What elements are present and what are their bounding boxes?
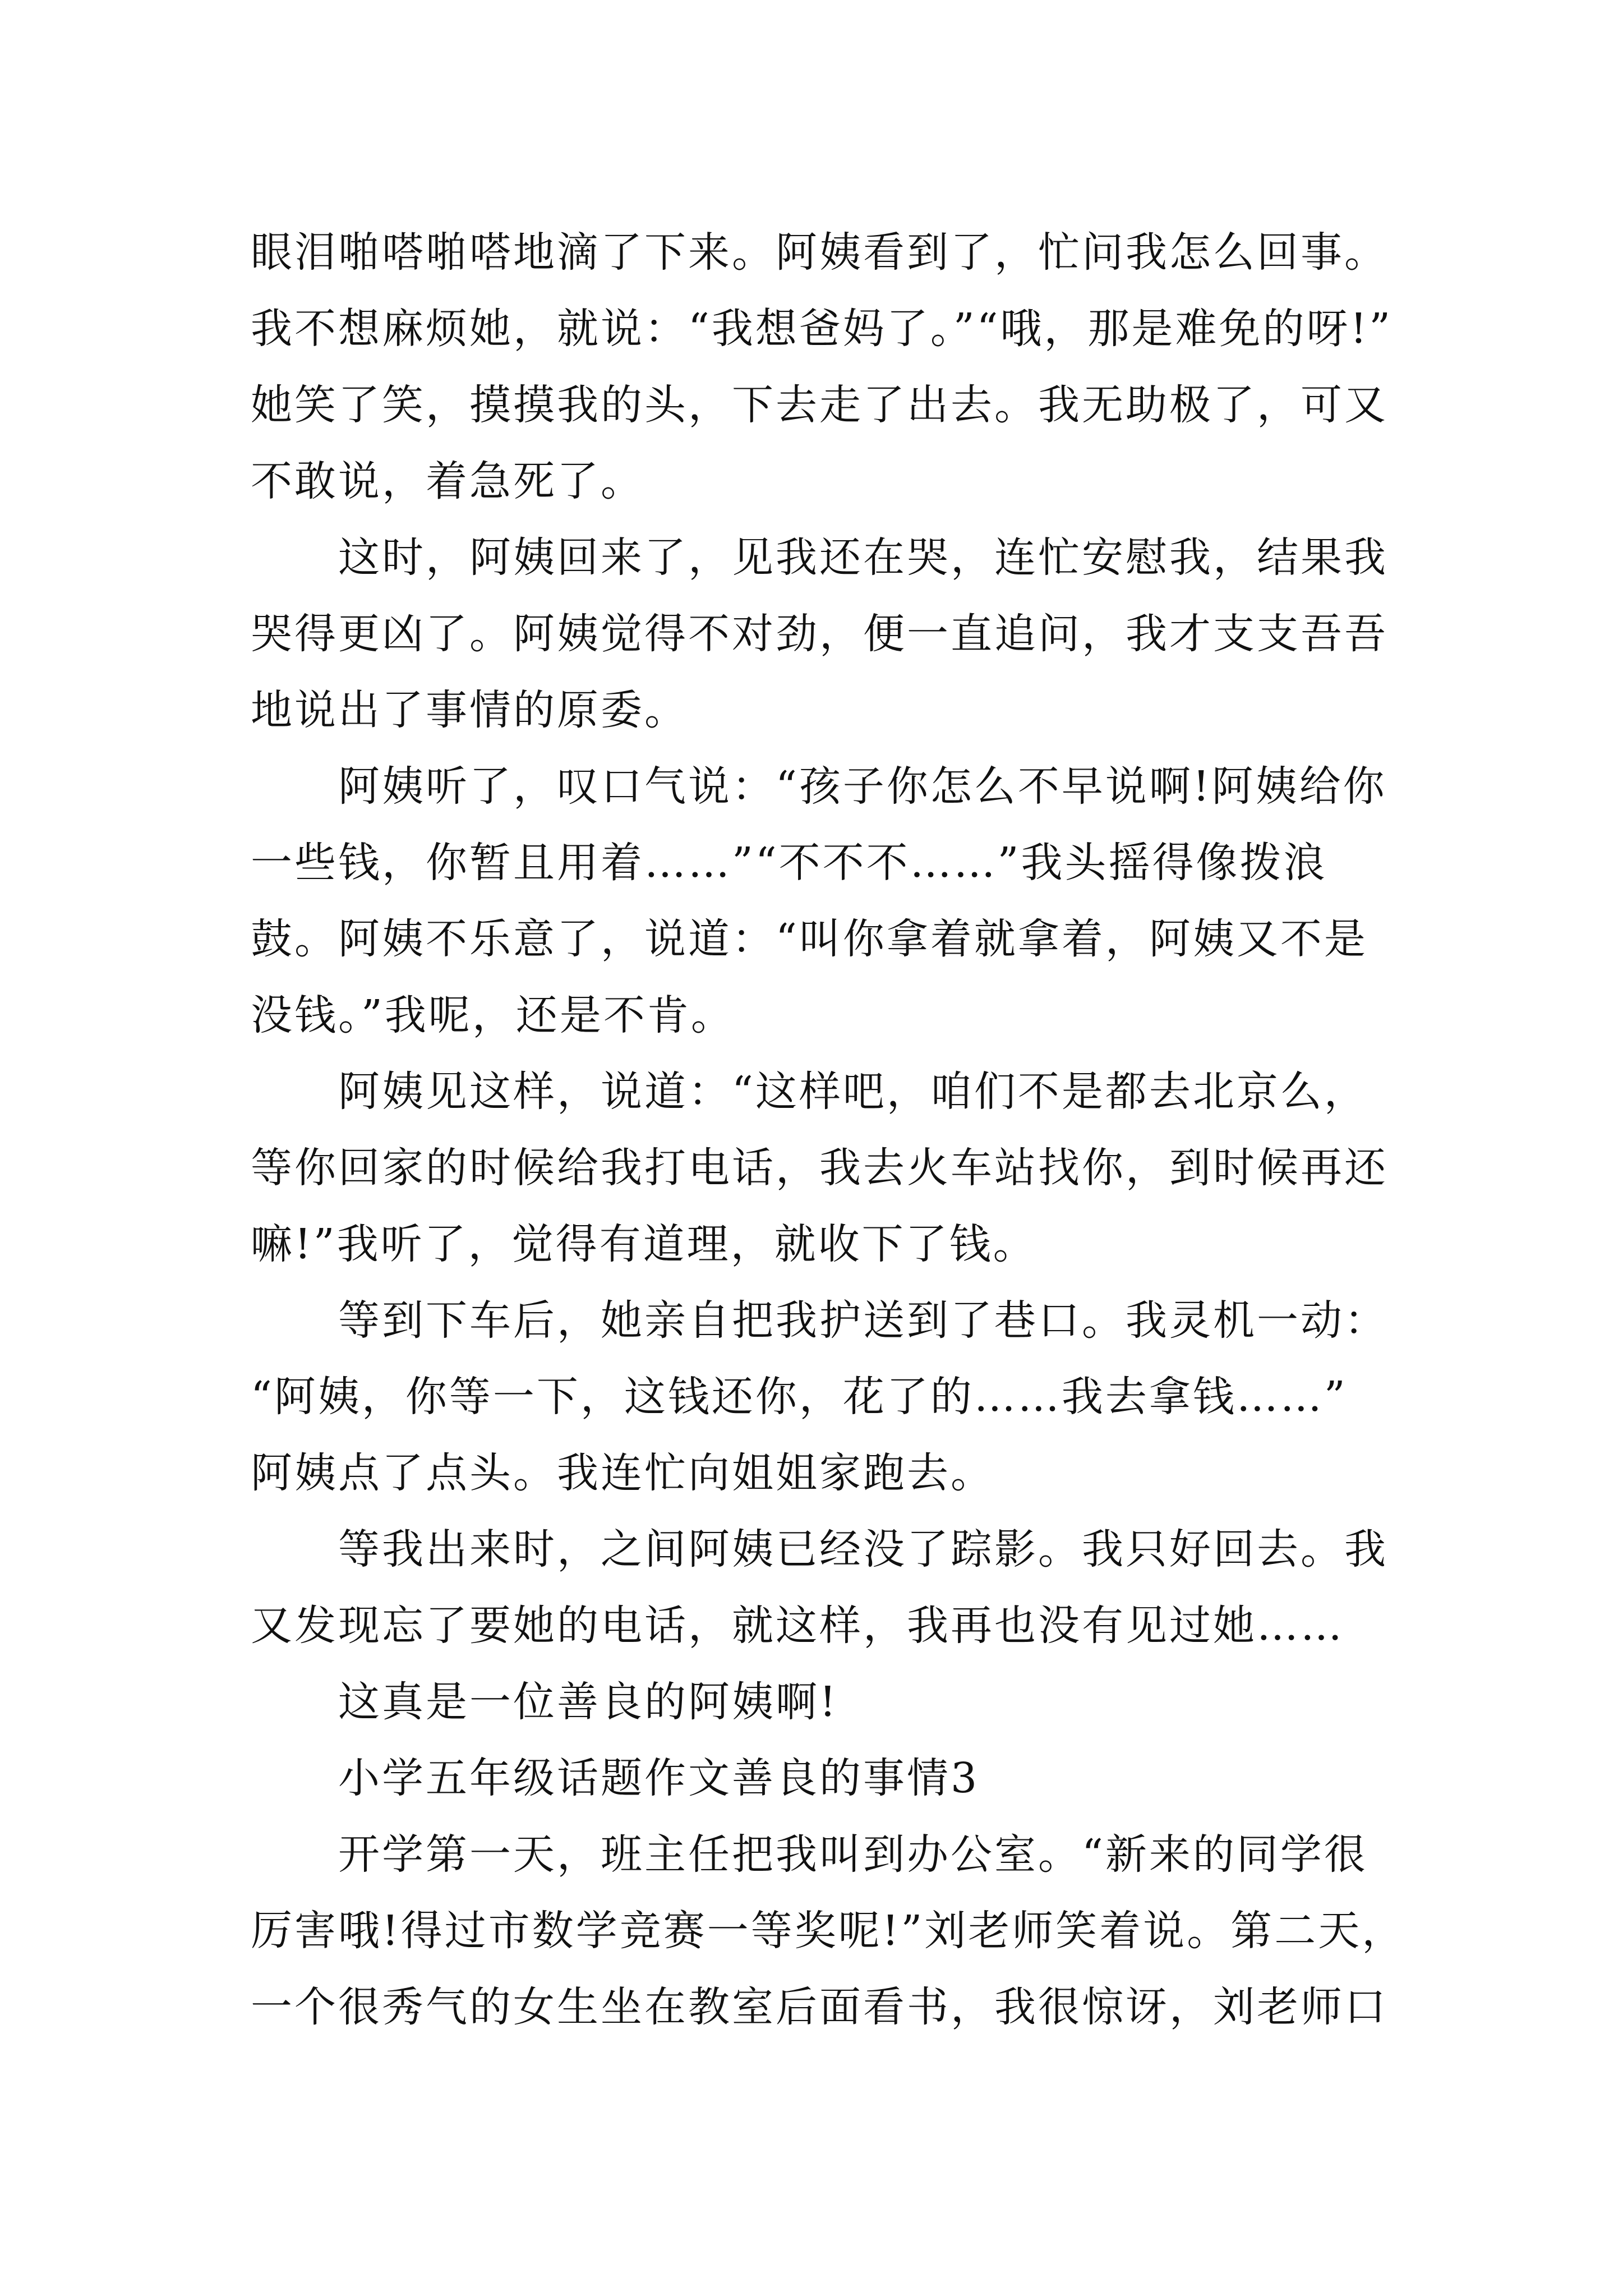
text-line: 她笑了笑，摸摸我的头，下去走了出去。我无助极了，可又 (251, 381, 1388, 429)
document-body (251, 214, 1406, 2045)
text-line: 阿姨见这样，说道：“这样吧，咱们不是都去北京么， (251, 1068, 1368, 1116)
text-line: 又发现忘了要她的电话，就这样，我再也没有见过她…… (251, 1602, 1344, 1650)
text-line: 开学第一天，班主任把我叫到办公室。“新来的同学很 (251, 1830, 1368, 1879)
text-line: 鼓。阿姨不乐意了，说道：“叫你拿着就拿着，阿姨又不是 (251, 915, 1368, 963)
text-line: 哭得更凶了。阿姨觉得不对劲，便一直追问，我才支支吾吾 (251, 610, 1388, 658)
text-line: 地说出了事情的原委。 (251, 686, 688, 734)
text-line: 这真是一位善良的阿姨啊! (251, 1678, 838, 1726)
text-line: 嘛!”我听了，觉得有道理，就收下了钱。 (251, 1220, 1037, 1268)
text-line: 等你回家的时候给我打电话，我去火车站找你，到时候再还 (251, 1144, 1388, 1192)
text-line: “阿姨，你等一下，这钱还你，花了的……我去拿钱……” (251, 1373, 1348, 1421)
text-line: 一个很秀气的女生坐在教室后面看书，我很惊讶，刘老师口 (251, 1983, 1388, 2031)
text-line: 阿姨点了点头。我连忙向姐姐家跑去。 (251, 1449, 994, 1497)
text-line: 不敢说，着急死了。 (251, 457, 644, 505)
text-line: 等到下车后，她亲自把我护送到了巷口。我灵机一动： (251, 1296, 1388, 1345)
text-line: 我不想麻烦她，就说：“我想爸妈了。”“哦，那是难免的呀!” (251, 305, 1393, 353)
text-line: 厉害哦!得过市数学竞赛一等奖呢!”刘老师笑着说。第二天， (251, 1907, 1406, 1955)
text-line: 没钱。”我呢，还是不肯。 (251, 991, 735, 1039)
text-line: 阿姨听了，叹口气说：“孩子你怎么不早说啊!阿姨给你 (251, 762, 1387, 811)
text-line: 等我出来时，之间阿姨已经没了踪影。我只好回去。我 (251, 1525, 1388, 1573)
text-line: 一些钱，你暂且用着……”“不不不……”我头摇得像拨浪 (251, 839, 1327, 887)
section-heading: 小学五年级话题作文善良的事情3 (251, 1754, 980, 1802)
text-line: 眼泪啪嗒啪嗒地滴了下来。阿姨看到了，忙问我怎么回事。 (251, 228, 1388, 277)
text-line: 这时，阿姨回来了，见我还在哭，连忙安慰我，结果我 (251, 533, 1388, 582)
